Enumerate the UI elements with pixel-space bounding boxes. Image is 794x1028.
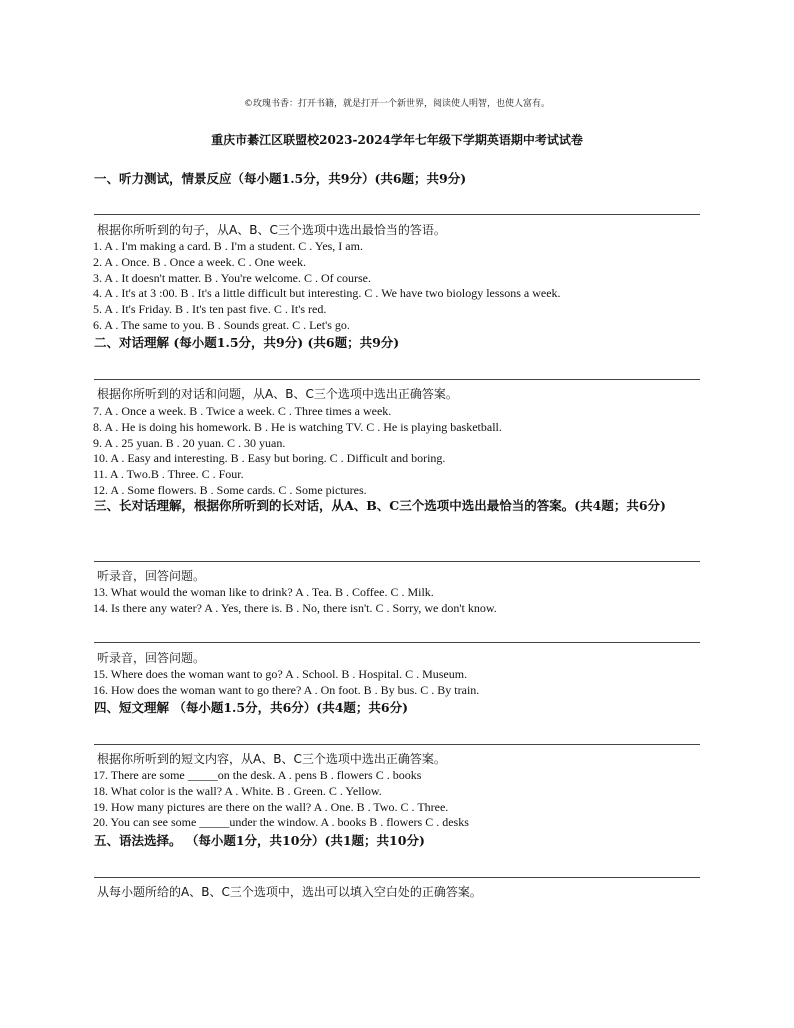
section-divider-3b: [94, 642, 700, 643]
section-heading-1: 一、听力测试，情景反应（每小题1.5分，共9分）(共6题；共9分): [94, 171, 467, 186]
section-heading-4: 四、短文理解 （每小题1.5分，共6分）(共4题；共6分): [94, 700, 409, 715]
section-instruction-5: 从每小题所给的A、B、C三个选项中，选出可以填入空白处的正确答案。: [97, 885, 482, 899]
question-item: 4. A . It's at 3 :00. B . It's a little difficult but interesting. C . We have two biology lessons a week.: [93, 286, 561, 301]
question-item: 3. A . It doesn't matter. B . You're welcome. C . Of course.: [93, 270, 371, 285]
section-divider-1: [94, 214, 700, 215]
section-instruction-1: 根据你所听到的句子，从A、B、C三个选项中选出最恰当的答语。: [97, 223, 446, 237]
header-motto: ©玫瑰书香：打开书籍，就是打开一个新世界，阅读使人明智，也使人富有。: [243, 99, 550, 109]
question-item: 6. A . The same to you. B . Sounds great. C . Let's go.: [93, 317, 350, 332]
exam-title: 重庆市綦江区联盟校2023-2024学年七年级下学期英语期中考试试卷: [211, 133, 583, 147]
question-list-2: [93, 404, 502, 499]
question-list-4: [93, 768, 469, 831]
question-item: 9. A . 25 yuan. B . 20 yuan. C . 30 yuan.: [93, 435, 286, 450]
question-list-1: [93, 239, 561, 334]
question-item: 20. You can see some _____under the window. A . books B . flowers C . desks: [93, 815, 469, 830]
question-item: 18. What color is the wall? A . White. B . Green. C . Yellow.: [93, 783, 382, 798]
question-item: 8. A . He is doing his homework. B . He is watching TV. C . He is playing basketball.: [93, 419, 502, 434]
question-item: 19. How many pictures are there on the wall? A . One. B . Two. C . Three.: [93, 799, 449, 814]
question-list-3b: [93, 667, 479, 699]
section-heading-2: 二、对话理解 (每小题1.5分，共9分) (共6题；共9分): [94, 335, 400, 350]
section-heading-5: 五、语法选择。 （每小题1分，共10分）(共1题；共10分): [94, 833, 425, 848]
question-item: 11. A . Two.B . Three. C . Four.: [93, 467, 244, 482]
section-divider-4: [94, 744, 700, 745]
question-item: 10. A . Easy and interesting. B . Easy but boring. C . Difficult and boring.: [93, 451, 446, 466]
question-item: 1. A . I'm making a card. B . I'm a student. C . Yes, I am.: [93, 239, 363, 253]
question-item: 15. Where does the woman want to go? A . School. B . Hospital. C . Museum.: [93, 667, 468, 681]
question-item: 7. A . Once a week. B . Twice a week. C . Three times a week.: [93, 404, 392, 418]
section-instruction-3: 听录音，回答问题。: [97, 569, 206, 583]
question-item: 17. There are some _____on the desk. A . pens B . flowers C . books: [93, 768, 422, 782]
question-item: 5. A . It's Friday. B . It's ten past five. C . It's red.: [93, 302, 327, 317]
question-item: 13. What would the woman like to drink? A . Tea. B . Coffee. C . Milk.: [93, 585, 434, 599]
question-item: 2. A . Once. B . Once a week. C . One week.: [93, 254, 306, 269]
section-instruction-4: 根据你所听到的短文内容，从A、B、C三个选项中选出正确答案。: [97, 752, 446, 766]
question-list-3: [93, 585, 497, 617]
question-item: 16. How does the woman want to go there? A . On foot. B . By bus. C . By train.: [93, 682, 480, 697]
section-divider-3: [94, 561, 700, 562]
question-item: 12. A . Some flowers. B . Some cards. C . Some pictures.: [93, 482, 367, 497]
section-divider-5: [94, 877, 700, 878]
section-divider-2: [94, 379, 700, 380]
section-heading-3: 三、长对话理解，根据你所听到的长对话，从A、B、C三个选项中选出最恰当的答案。(共4题；共6分): [94, 498, 666, 513]
section-instruction-2: 根据你所听到的对话和问题，从A、B、C三个选项中选出正确答案。: [97, 387, 458, 401]
question-item: 14. Is there any water? A . Yes, there is. B . No, there isn't. C . Sorry, we don't know.: [93, 600, 497, 615]
section-instruction-3b: 听录音，回答问题。: [97, 651, 206, 665]
